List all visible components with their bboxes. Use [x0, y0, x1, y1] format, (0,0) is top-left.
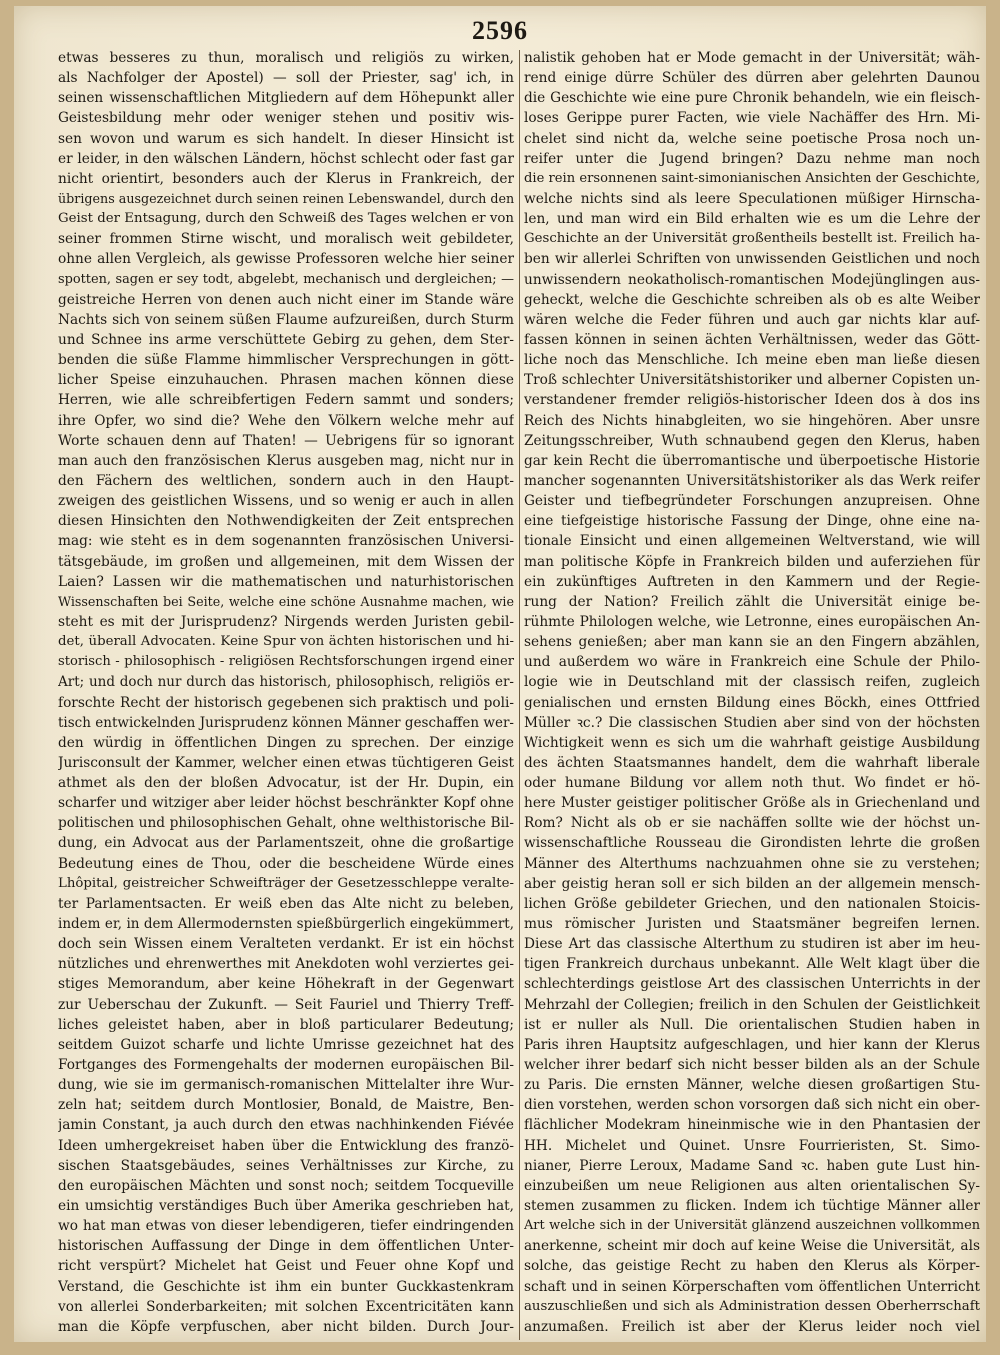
text-line: welcher ihrer bedarf sich nicht besser bilden als an der Schule: [524, 1057, 980, 1074]
text-line: Lhôpital, geistreicher Schweifträger der Gesetzesschleppe veralte-: [58, 875, 514, 891]
text-line: nicht orientirt, besonders auch der Klerus in Frankreich, der: [58, 170, 514, 187]
text-line: dien vorstehen, werden schon vorsorgen daß sich nicht ein ober-: [524, 1097, 980, 1114]
text-line: Geister und tiefbegründeter Forschungen anzupreisen. Ohne: [524, 493, 980, 510]
text-line: mag: wie steht es in dem sogenannten französischen Universi-: [58, 533, 514, 550]
text-line: gar kein Recht die überromantische und überpoetische Historie: [524, 452, 980, 469]
text-line: ihre Opfer, wo sind die? Wehe den Völkern welche mehr auf: [58, 412, 514, 429]
text-line: ohne allen Vergleich, als gewisse Professoren welche hier seiner: [58, 251, 514, 268]
text-line: oder humane Bildung vor allem noth thut. Wo findet er hö-: [524, 775, 980, 792]
text-line: here Muster geistiger politischer Größe als in Griechenland und: [524, 795, 980, 812]
text-line: scharfer und witziger aber leider höchst beschränkter Kopf ohne: [58, 795, 514, 812]
text-line: stiges Memorandum, aber keine Höhekraft in der Gegenwart: [58, 976, 514, 993]
text-line: wären welche die Feder führen und auch gar nichts klar auf-: [524, 311, 980, 328]
text-line: er leider, in den wälschen Ländern, höchst schlecht oder fast gar: [58, 150, 514, 167]
text-line: solche, das geistige Recht zu haben den Klerus als Körper-: [524, 1258, 980, 1275]
text-line: sehens genießen; aber man kann sie an den Fingern abzählen,: [524, 634, 980, 651]
text-line: ist er nuller als Null. Die orientalischen Studien haben in: [524, 1016, 980, 1033]
text-line: tätsgebäude, im großen und allgemeinen, mit dem Wissen der: [58, 553, 514, 570]
text-line: den Fächern des weltlichen, sondern auch in den Haupt-: [58, 472, 514, 489]
text-line: und Schnee ins arme verschüttete Gebirg zu gehen, dem Ster-: [58, 331, 514, 348]
text-line: ein zukünftiges Auftreten in den Kammern und der Regie-: [524, 573, 980, 590]
text-line: die rein ersonnenen saint-simonianischen Ansichten der Geschichte,: [524, 170, 980, 186]
text-column-left: [58, 48, 514, 1337]
text-line: sen wovon und warum es sich handelt. In dieser Hinsicht ist: [58, 130, 514, 147]
text-line: man auch den französischen Klerus ausgeben mag, nicht nur in: [58, 452, 514, 469]
text-line: Geist der Entsagung, durch den Schweiß des Tages welchen er von: [58, 211, 514, 227]
text-line: Paris ihren Hauptsitz aufgeschlagen, und hier kann der Klerus: [524, 1036, 980, 1053]
text-line: eine tiefgeistige historische Fassung der Dinge, ohne eine na-: [524, 513, 980, 530]
text-line: genialischen und ernsten Bildung eines Böckh, eines Ottfried: [524, 694, 980, 711]
text-line: den europäischen Mächten und sonst noch; seitdem Tocqueville: [58, 1177, 514, 1194]
text-line: und außerdem wo wäre in Frankreich eine Schule der Philo-: [524, 654, 980, 671]
text-line: len, und man wird ein Bild erhalten wie es um die Lehre der: [524, 211, 980, 228]
text-line: ben wir allerlei Schriften von unwissenden Geistlichen und noch: [524, 251, 980, 268]
text-line: politischen und philosophischen Gehalt, ohne welthistorische Bil-: [58, 815, 514, 832]
text-line: sischen Staatsgebäudes, seines Verhältnisses zur Kirche, zu: [58, 1157, 514, 1174]
text-line: fassen können in seinen ächten Verhältnissen, weder das Gött-: [524, 331, 980, 348]
text-line: aber geistig heran soll er sich bilden an der allgemein mensch-: [524, 875, 980, 892]
text-line: die Geschichte wie eine pure Chronik behandeln, wie ein fleisch-: [524, 90, 980, 107]
text-line: man die Köpfe verpfuschen, aber nicht bilden. Durch Jour-: [58, 1318, 514, 1335]
text-line: jamin Constant, ja auch durch den etwas nachhinkenden Fiévée: [58, 1117, 514, 1134]
text-line: forschte Recht der historisch gegebenen sich praktisch und poli-: [58, 694, 514, 711]
text-line: Geschichte an der Universität großentheils bestellt ist. Freilich ha-: [524, 231, 980, 247]
text-line: zur Ueberschau der Zukunft. — Seit Fauriel und Thierry Treff-: [58, 996, 514, 1013]
text-line: Bedeutung eines de Thou, oder die bescheidene Würde eines: [58, 855, 514, 872]
text-line: chelet sind nicht da, welche seine poetische Prosa noch un-: [524, 130, 980, 147]
text-line: Reich des Nichts hinabgleiten, wo sie hingehören. Aber unsre: [524, 412, 980, 429]
text-line: zweigen des geistlichen Wissens, und so wenig er auch in allen: [58, 493, 514, 510]
text-line: welche nichts sind als leere Speculationen müßiger Hirnscha-: [524, 190, 980, 207]
text-line: rend einige dürre Schüler des dürren aber gelehrten Daunou: [524, 70, 980, 87]
text-line: rung der Nation? Freilich zählt die Universität einige be-: [524, 593, 980, 610]
text-line: mancher sogenannten Universitätshistoriker als das Werk reifer: [524, 472, 980, 489]
text-line: doch sein Wissen einem Veralteten verdankt. Er ist ein höchst: [58, 936, 514, 953]
text-line: als Nachfolger der Apostel) — soll der Priester, sag' ich, in: [58, 70, 514, 87]
text-line: wo hat man etwas von dieser lebendigeren, tiefer eindringenden: [58, 1218, 514, 1235]
text-line: tionale Einsicht und einen allgemeinen Weltverstand, wie will: [524, 533, 980, 550]
text-line: Art; und doch nur durch das historisch, philosophisch, religiös er-: [58, 674, 514, 691]
text-line: Worte schauen denn auf Thaten! — Uebrigens für so ignorant: [58, 432, 514, 449]
text-line: flächlicher Modekram hineinmische wie in den Phantasien der: [524, 1117, 980, 1134]
text-line: man politische Köpfe in Frankreich bilden und auferziehen für: [524, 553, 980, 570]
text-line: richt verspürt? Michelet hat Geist und Feuer ohne Kopf und: [58, 1258, 514, 1275]
text-line: licher Speise einzuhauchen. Phrasen machen können diese: [58, 372, 514, 389]
text-line: HH. Michelet und Quinet. Unsre Fourrieristen, St. Simo-: [524, 1137, 980, 1154]
text-line: anerkenne, scheint mir doch auf keine Weise die Universität, als: [524, 1238, 980, 1255]
text-line: Laien? Lassen wir die mathematischen und naturhistorischen: [58, 573, 514, 590]
text-line: zeln hat; seitdem durch Montlosier, Bonald, de Maistre, Ben-: [58, 1097, 514, 1114]
text-line: tigen Frankreich durchaus unbekannt. Alle Welt klagt über die: [524, 956, 980, 973]
text-line: seinen wissenschaftlichen Mitgliedern auf dem Höhepunkt aller: [58, 90, 514, 107]
text-line: liche noch das Menschliche. Ich meine eben man ließe diesen: [524, 352, 980, 369]
text-line: Herren, wie alle schreibfertigen Federn sammt und sonders;: [58, 392, 514, 409]
text-line: mus römischer Juristen und Staatsmäner begreifen lernen.: [524, 916, 980, 933]
text-line: Diese Art das classische Alterthum zu studiren ist aber im heu-: [524, 936, 980, 953]
text-line: Fortganges des Formengehalts der modernen europäischen Bil-: [58, 1057, 514, 1074]
text-line: geheckt, welche die Geschichte schreiben als ob es alte Weiber: [524, 291, 980, 308]
text-line: diesen Hinsichten den Nothwendigkeiten der Zeit entsprechen: [58, 513, 514, 530]
text-line: zu Paris. Die ernsten Männer, welche diesen großartigen Stu-: [524, 1077, 980, 1094]
text-line: tisch entwickelnden Jurisprudenz können Männer geschaffen wer-: [58, 714, 514, 731]
text-line: liches geleistet haben, aber in bloß particularer Bedeutung;: [58, 1016, 514, 1033]
text-line: unwissendern neokatholisch-romantischen Modejünglingen aus-: [524, 271, 980, 288]
text-line: Rom? Nicht als ob er sie nachäffen sollte wie der höchst un-: [524, 815, 980, 832]
text-line: etwas besseres zu thun, moralisch und religiös zu wirken,: [58, 50, 514, 66]
text-line: Verstand, die Geschichte ist ihm ein bunter Guckkastenkram: [58, 1278, 514, 1295]
text-line: Müller ꝛc.? Die classischen Studien aber sind von der höchsten: [524, 714, 980, 731]
text-line: athmet als den der bloßen Advocatur, ist der Hr. Dupin, ein: [58, 775, 514, 792]
text-line: benden die süße Flamme himmlischer Versprechungen in gött-: [58, 352, 514, 369]
text-line: stemen zusammen zu flicken. Indem ich tüchtige Männer aller: [524, 1198, 980, 1215]
text-line: logie wie in Deutschland mit der classisch reifen, zugleich: [524, 674, 980, 691]
text-line: steht es mit der Jurisprudenz? Nirgends werden Juristen gebil-: [58, 613, 514, 630]
text-line: verstandener fremder religiös-historischer Ideen dos à dos ins: [524, 392, 980, 409]
text-line: einzubeißen um neue Religionen aus alten orientalischen Sy-: [524, 1177, 980, 1194]
text-line: ter Parlamentsacten. Er weiß eben das Alte nicht zu beleben,: [58, 895, 514, 912]
text-line: historischen Auffassung der Dinge in dem öffentlichen Unter-: [58, 1238, 514, 1255]
text-line: dung, wie sie im germanisch-romanischen Mittelalter ihre Wur-: [58, 1077, 514, 1094]
text-column-right: [524, 48, 980, 1337]
text-line: auszuschließen und sich als Administration dessen Oberherrschaft: [524, 1298, 980, 1314]
text-line: schaft und in seinen Körperschaften vom öffentlichen Unterricht: [524, 1278, 980, 1295]
text-line: den würdig in öffentlichen Dingen zu sprechen. Der einzige: [58, 734, 514, 751]
text-line: geistreiche Herren von denen auch nicht einer im Stande wäre: [58, 291, 514, 308]
text-line: Zeitungsschreiber, Wuth schnaubend gegen den Klerus, haben: [524, 432, 980, 449]
text-line: seitdem Guizot scharfe und lichte Umrisse gezeichnet hat des: [58, 1036, 514, 1053]
text-line: Troß schlechter Universitätshistoriker und alberner Copisten un-: [524, 372, 980, 389]
column-divider: [519, 50, 520, 1340]
text-line: nalistik gehoben hat er Mode gemacht in der Universität; wäh-: [524, 50, 980, 66]
text-line: wissenschaftliche Rousseau die Girondisten lehrte die großen: [524, 835, 980, 852]
text-line: Art welche sich in der Universität glänzend auszeichnen vollkommen: [524, 1218, 980, 1234]
text-line: lichen Größe gebildeter Griechen, und den nationalen Stoicis-: [524, 895, 980, 912]
text-line: anzumaßen. Freilich ist aber der Klerus leider noch viel: [524, 1318, 980, 1335]
text-line: det, überall Advocaten. Keine Spur von ächten historischen und hi-: [58, 634, 514, 650]
text-line: nützliches und ehrenwerthes mit Anekdoten wohl verziertes gei-: [58, 956, 514, 973]
page-number: 2596: [472, 16, 528, 45]
text-line: übrigens ausgezeichnet durch seinen reinen Lebenswandel, durch den: [58, 190, 514, 206]
text-line: Wissenschaften bei Seite, welche eine schöne Ausnahme machen, wie: [58, 593, 514, 609]
text-line: loses Gerippe purer Facten, wie viele Nachäffer des Hrn. Mi-: [524, 110, 980, 127]
text-line: ein umsichtig verständiges Buch über Amerika geschrieben hat,: [58, 1198, 514, 1215]
text-line: Wichtigkeit wenn es sich um die wahrhaft geistige Ausbildung: [524, 734, 980, 751]
text-line: rühmte Philologen welche, wie Letronne, eines europäischen An-: [524, 613, 980, 630]
text-line: reifer unter die Jugend bringen? Dazu nehme man noch: [524, 150, 980, 167]
text-line: Mehrzahl der Collegien; freilich in den Schulen der Geistlichkeit: [524, 996, 980, 1013]
text-line: indem er, in dem Allermodernsten spießbürgerlich eingekümmert,: [58, 916, 514, 933]
text-line: schlechterdings geistlose Art des classischen Unterrichts in der: [524, 976, 980, 993]
text-line: von allerlei Sonderbarkeiten; mit solchen Excentricitäten kann: [58, 1298, 514, 1315]
text-line: storisch - philosophisch - religiösen Rechtsforschungen irgend einer: [58, 654, 514, 670]
text-line: des ächten Staatsmannes handelt, dem die wahrhaft liberale: [524, 754, 980, 771]
text-line: spotten, sagen er sey todt, abgelebt, mechanisch und dergleichen; —: [58, 271, 514, 287]
text-line: Männer des Alterthums nachzuahmen ohne sie zu verstehen;: [524, 855, 980, 872]
text-line: Geistesbildung mehr oder weniger stehen und positiv wis-: [58, 110, 514, 127]
text-line: dung, ein Advocat aus der Parlamentszeit, ohne die großartige: [58, 835, 514, 852]
text-line: Nachts sich von seinem süßen Flaume aufzureißen, durch Sturm: [58, 311, 514, 328]
text-line: seiner frommen Stirne wischt, und moralisch weit gebildeter,: [58, 231, 514, 248]
text-line: Ideen umhergekreiset haben über die Entwicklung des franzö-: [58, 1137, 514, 1154]
newspaper-page: [14, 6, 986, 1342]
text-line: nianer, Pierre Leroux, Madame Sand ꝛc. haben gute Lust hin-: [524, 1157, 980, 1174]
text-line: Jurisconsult der Kammer, welcher einen etwas tüchtigeren Geist: [58, 754, 514, 771]
